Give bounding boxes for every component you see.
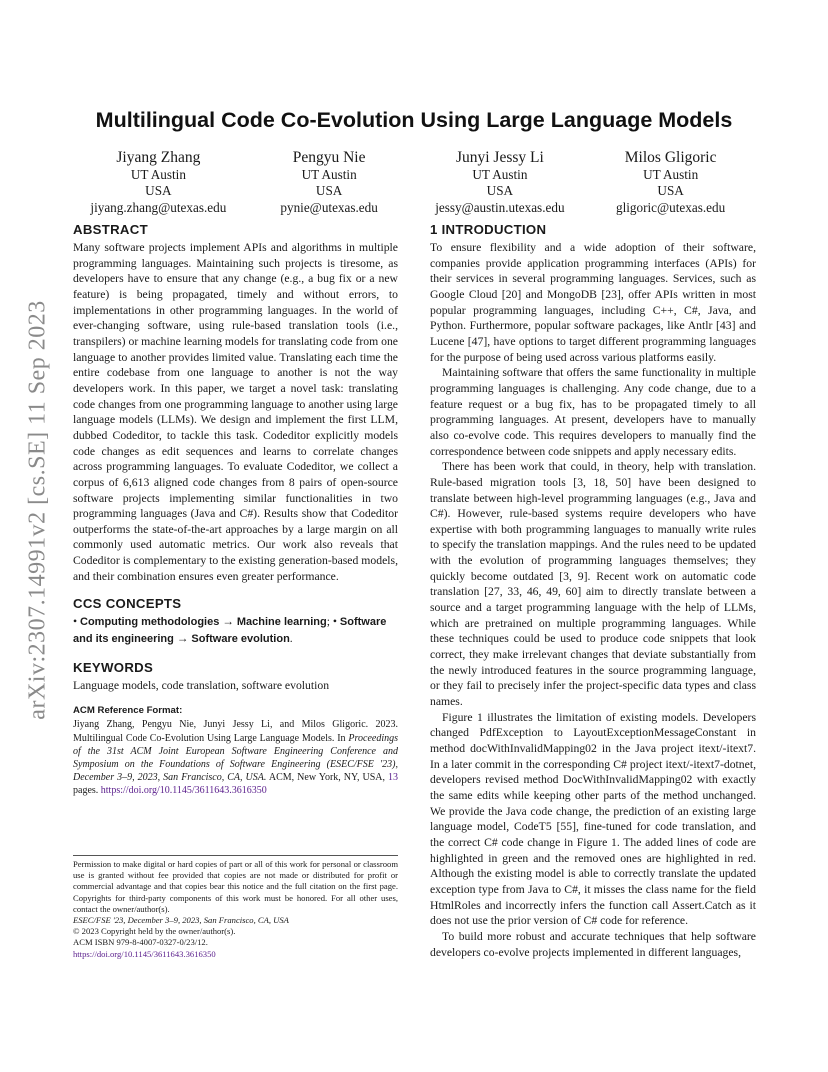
ccs-concepts: • Computing methodologies → Machine learning; • Software and its engineering → Software evolution. (73, 615, 387, 646)
keywords-heading: KEYWORDS (73, 659, 154, 675)
intro-paragraph-4: Figure 1 illustrates the limitation of existing models. Developers changed PdfException to LayoutExceptionMessageConstant in method docWithInvalidMapping02 in the Java project itext/-itext7. In a later commit in the corresponding C# project itext/-itext7-dotnet, developers revised method DocWithInvalidMapping02 with exactly the same edits while keeping other parts of the method unchanged. We provide the Java code change, the prediction of an existing large language model, CodeT5 [55], fine-tuned for code translation, and the correct C# code change in Figure 1. The added lines of code are highlighted in green and the removed ones are highlighted in red. Although the existing model is able to correctly translate the updated exception type from Java to C#, it misses the class name for the field HtmlRoles and incorrectly infers the function call Assert.Catch as it does not use the prior version of C# code for reference. (430, 710, 756, 928)
intro-paragraph-1: To ensure flexibility and a wide adoption of their software, companies provide application programming interfaces (APIs) for their services in several programming languages. Services, such as Google Cloud [20] and MongoDB [23], offer APIs written in most popular programming languages, including C++, C#, Java, and Python. Furthermore, popular software packages, like Antlr [43] and Lucene [47], have options to target different programming languages for the purpose of being used across various platforms easily. (430, 241, 756, 364)
right-column (430, 222, 756, 960)
abstract-heading: ABSTRACT (73, 222, 148, 237)
keywords-section (73, 660, 398, 694)
doi-link[interactable]: https://doi.org/10.1145/3611643.3616350 (100, 784, 267, 796)
author-block (73, 148, 756, 216)
introduction-heading: 1 INTRODUCTION (430, 222, 547, 237)
intro-paragraph-5: To build more robust and accurate techniques that help software developers co-evolve projects implemented in different languages, (430, 929, 756, 959)
intro-paragraph-2: Maintaining software that offers the same functionality in multiple programming languages is challenging. Any code change, due to a feature request or a bug fix, has to be propagated timely to all programming languages. At present, developers have to manually also co-evolve code. This requires developers to manually find the correspondence between code snippets and apply necessary edits. (430, 366, 756, 458)
author-country: USA (145, 183, 172, 199)
author-country: USA (486, 183, 514, 199)
footnote-doi-link[interactable]: https://doi.org/10.1145/3611643.3616350 (73, 948, 216, 959)
author-name: Jiyang Zhang (116, 149, 201, 166)
author-name: Milos Gligoric (624, 149, 717, 166)
abstract-text: Many software projects implement APIs and algorithms in multiple programming languages. Maintaining such projects is tiresome, as developers have to ensure that any change (e.g., a bug fix or a new feature) is being propagated, timely and without errors, to implementations in other programming languages. In the world of ever-changing software, using rule-based translation tools (i.e., transpilers) or machine learning models for translating code from one language to another provides limited value. Translating each time the entire codebase from one language to another is not the way developers work. In this paper, we target a novel task: translating code changes from one programming language to another using large language models (LLMs). We design and implement the first LLM, dubbed Codeditor, to tackle this task. Codeditor explicitly models code changes as edit sequences and learns to correlate changes across programming languages. To evaluate Codeditor, we collect a corpus of 6,613 aligned code changes from 8 pairs of open-source software projects implementing similar functionalities in two programming languages (Java and C#). Results show that Codeditor outperforms the state-of-the-art approaches by a large margin on all commonly used automatic metrics. Our work also reveals that Codeditor is complementary to the existing generation-based models, and their combination ensures even greater performance. (73, 241, 398, 583)
author-country: USA (657, 183, 684, 199)
copyright-line: © 2023 Copyright held by the owner/author(s). (73, 926, 236, 937)
arxiv-stamp: arXiv:2307.14991v2 [cs.SE] 11 Sep 2023 (24, 300, 51, 720)
author-affiliation: UT Austin (643, 167, 699, 182)
paper-title: Multilingual Code Co-Evolution Using Large Language Models (95, 108, 733, 132)
author-email[interactable]: jessy@austin.utexas.edu (435, 199, 565, 215)
author-email[interactable]: pynie@utexas.edu (280, 199, 378, 215)
conference-line: ESEC/FSE '23, December 3–9, 2023, San Francisco, CA, USA (73, 915, 289, 926)
pages-link[interactable]: 13 (388, 771, 399, 783)
author-affiliation: UT Austin (472, 167, 528, 182)
author-3 (415, 148, 586, 216)
author-1 (73, 148, 244, 216)
ccs-heading: CCS CONCEPTS (73, 596, 182, 612)
author-country: USA (315, 183, 343, 199)
author-4 (585, 148, 756, 216)
isbn-line: ACM ISBN 979-8-4007-0327-0/23/12. (73, 937, 208, 948)
keywords-text: Language models, code translation, software evolution (73, 678, 330, 692)
permission-footnote (73, 855, 398, 960)
acm-ref-heading: ACM Reference Format: (73, 705, 183, 717)
left-column (73, 222, 398, 797)
acm-ref-text: Jiyang Zhang, Pengyu Nie, Junyi Jessy Li, and Milos Gligoric. 2023. Multilingual Code Co-Evolution Using Large Language Models. In Proceedings of the 31st ACM Joint European Software Engineering Conference and Symposium on the Foundations of Software Engineering (ESEC/FSE '23), December 3–9, 2023, San Francisco, CA, USA. ACM, New York, NY, USA, 13 pages. https://doi.org/10.1145/3611643.3616350 (73, 719, 399, 796)
ccs-section (73, 596, 398, 647)
author-affiliation: UT Austin (130, 167, 186, 182)
author-affiliation: UT Austin (301, 167, 357, 182)
author-name: Pengyu Nie (292, 149, 366, 166)
author-email[interactable]: gligoric@utexas.edu (616, 199, 726, 215)
author-name: Junyi Jessy Li (455, 149, 544, 166)
intro-paragraph-3: There has been work that could, in theory, help with translation. Rule-based migration tools [3, 18, 50] have been designed to translate between high-level programming languages (e.g., Java and C#). However, rule-based systems require developers who have expertise with both programming languages to manually write rules to specify the translation mappings. And the rules need to be updated with the evolution of programming languages themselves; they quickly become outdated [3, 9]. Recent work on automatic code translation [27, 33, 46, 49, 60] aim to directly translate between a source and a target programming language with the help of LLMs, which are pretrained on multiple programming languages. While these techniques could be used to produce code snippets that look correct, they make irrelevant changes that deviate substantially from the newly introduced features in the source programming language, or they fail to precisely infer the project-specific data types and class names. (430, 460, 756, 709)
permission-text: Permission to make digital or hard copies of part or all of this work for personal or classroom use is granted without fee provided that copies are not made or distributed for profit or commercial advantage and that copies bear this notice and the full citation on the first page. Copyrights for third-party components of this work must be honored. For all other uses, contact the owner/author(s). (73, 859, 398, 914)
author-2 (244, 148, 415, 216)
author-email[interactable]: jiyang.zhang@utexas.edu (90, 199, 227, 215)
acm-reference (73, 705, 398, 797)
